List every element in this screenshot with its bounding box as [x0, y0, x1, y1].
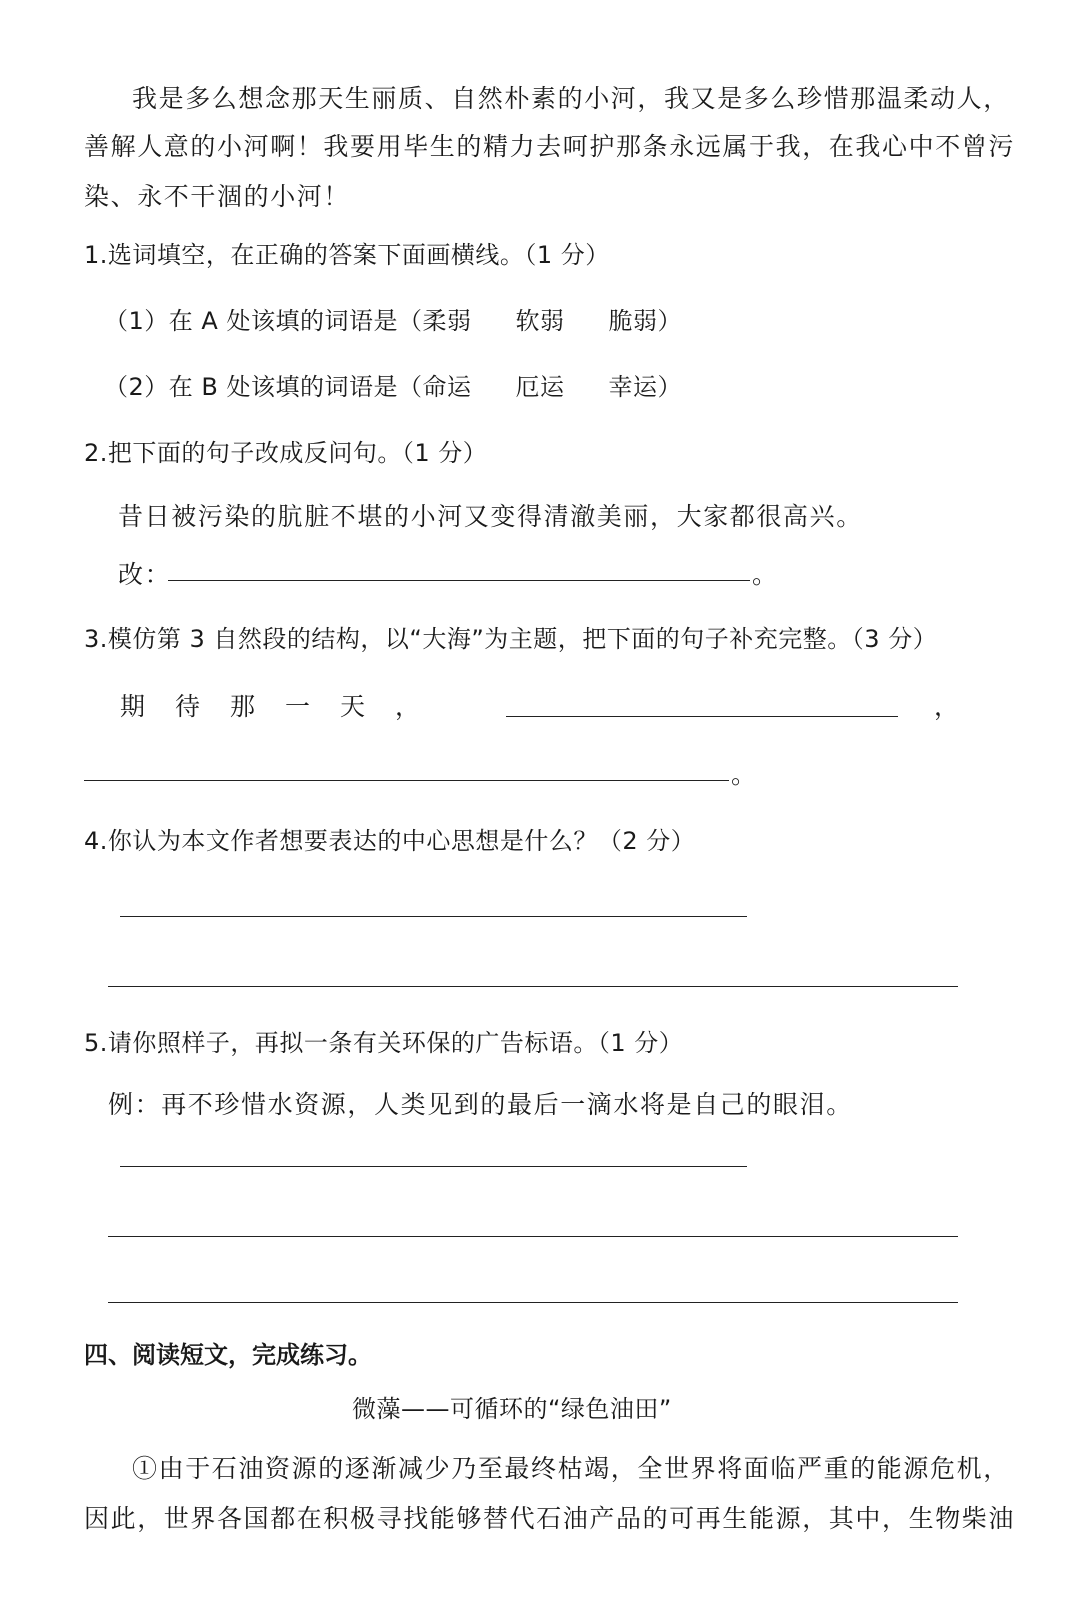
option-ruanruo[interactable]: 软弱	[515, 307, 565, 335]
question-5-answer-line-2[interactable]	[108, 1236, 958, 1237]
question-4-answer-line-1[interactable]	[120, 916, 747, 917]
question-3-answer-line-2[interactable]	[84, 780, 729, 781]
question-2-answer-label: 改：	[118, 560, 172, 589]
question-3-comma: ，	[934, 692, 961, 721]
sub-1-suffix: ）	[657, 307, 682, 335]
question-5-example: 例：再不珍惜水资源，人类见到的最后一滴水将是自己的眼泪。	[108, 1090, 853, 1119]
question-1-sub-1	[104, 304, 682, 338]
question-3-answer-line-1[interactable]	[506, 716, 898, 717]
question-3-prompt: 期待那一天，	[120, 692, 451, 721]
passage-line-1: 我是多么想念那天生丽质、自然朴素的小河，我又是多么珍惜那温柔动人，	[132, 84, 1010, 113]
option-mingyun[interactable]: 命运	[422, 373, 472, 401]
sub-2-prefix: （2）在 B 处该填的词语是（	[104, 373, 423, 401]
question-4-title: 4.你认为本文作者想要表达的中心思想是什么？（2 分）	[84, 827, 696, 855]
option-rouruo[interactable]: 柔弱	[422, 307, 472, 335]
question-3-end-mark: 。	[731, 760, 758, 789]
passage-line-2: 善解人意的小河啊！我要用毕生的精力去呵护那条永远属于我，在我心中不曾污	[84, 132, 1016, 161]
section-4-heading: 四、阅读短文，完成练习。	[84, 1341, 372, 1369]
option-cuiruo[interactable]: 脆弱	[608, 307, 658, 335]
question-2-title: 2.把下面的句子改成反问句。（1 分）	[84, 439, 488, 467]
sub-2-suffix: ）	[657, 373, 682, 401]
sub-1-prefix: （1）在 A 处该填的词语是（	[104, 307, 423, 335]
question-1-sub-2	[104, 370, 682, 404]
question-2-end-mark: 。	[752, 560, 779, 589]
question-5-answer-line-3[interactable]	[108, 1302, 958, 1303]
passage-line-3: 染、永不干涸的小河！	[84, 182, 351, 211]
question-5-answer-line-1[interactable]	[120, 1166, 747, 1167]
article-para-1-line-1: ①由于石油资源的逐渐减少乃至最终枯竭，全世界将面临严重的能源危机，	[132, 1454, 1010, 1483]
question-3-title: 3.模仿第 3 自然段的结构，以“大海”为主题，把下面的句子补充完整。（3 分）	[84, 625, 938, 653]
option-xingyun[interactable]: 幸运	[608, 373, 658, 401]
question-1-title: 1.选词填空，在正确的答案下面画横线。（1 分）	[84, 241, 610, 269]
question-4-answer-line-2[interactable]	[108, 986, 958, 987]
option-eyun[interactable]: 厄运	[515, 373, 565, 401]
article-title: 微藻——可循环的“绿色油田”	[352, 1395, 672, 1423]
question-5-title: 5.请你照样子，再拟一条有关环保的广告标语。（1 分）	[84, 1029, 684, 1057]
question-2-answer-line[interactable]	[168, 580, 750, 581]
article-para-1-line-2: 因此，世界各国都在积极寻找能够替代石油产品的可再生能源，其中，生物柴油	[84, 1504, 1016, 1533]
question-2-sentence: 昔日被污染的肮脏不堪的小河又变得清澈美丽，大家都很高兴。	[118, 502, 863, 531]
